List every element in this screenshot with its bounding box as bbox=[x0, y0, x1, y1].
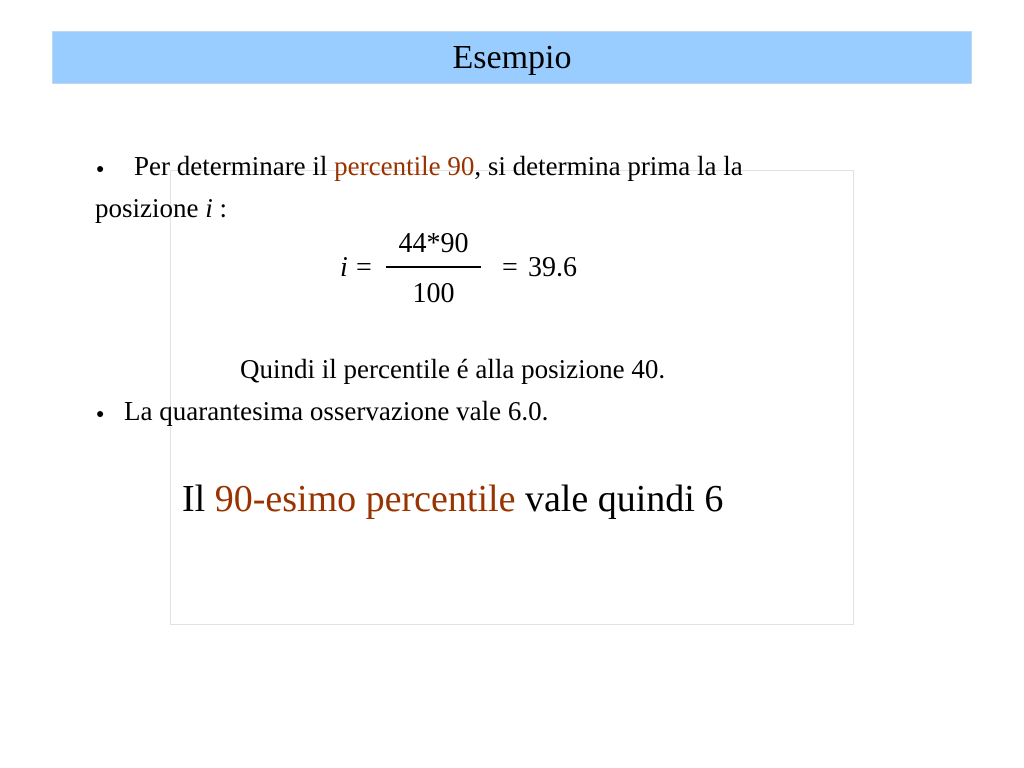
bullet-1-colon: : bbox=[212, 193, 228, 223]
bullet-1-variable: i bbox=[205, 193, 213, 223]
formula-equals: = bbox=[356, 252, 372, 283]
bullet-2-text: La quarantesima osservazione vale 6.0. bbox=[124, 396, 549, 426]
formula-lhs: i bbox=[340, 252, 348, 283]
bullet-1-line-1 bbox=[134, 153, 743, 180]
bullet-1-line-2 bbox=[95, 195, 227, 222]
position-note: Quindi il percentile é alla posizione 40. bbox=[240, 354, 666, 384]
slide-title: Esempio bbox=[452, 38, 572, 76]
fraction-bar bbox=[386, 266, 481, 268]
bullet-1-suffix: , si determina prima la la bbox=[474, 151, 743, 181]
position-formula bbox=[330, 228, 600, 310]
formula-equals-2: = bbox=[502, 252, 518, 283]
bullet-1-highlight: percentile 90 bbox=[334, 151, 475, 181]
bullet-dot-1: ● bbox=[96, 162, 105, 177]
conclusion-highlight: 90-esimo percentile bbox=[214, 478, 516, 520]
conclusion-prefix: Il bbox=[182, 478, 215, 520]
formula-numerator: 44*90 bbox=[398, 228, 469, 259]
title-bar bbox=[52, 31, 972, 84]
bullet-dot-2: ● bbox=[96, 407, 105, 422]
bullet-1-line-2-text: posizione bbox=[95, 193, 206, 223]
formula-denominator: 100 bbox=[412, 278, 455, 309]
conclusion-suffix: vale quindi 6 bbox=[515, 478, 724, 520]
bullet-1-prefix: Per determinare il bbox=[134, 151, 335, 181]
formula-result: 39.6 bbox=[528, 252, 577, 283]
conclusion-line bbox=[182, 480, 723, 518]
